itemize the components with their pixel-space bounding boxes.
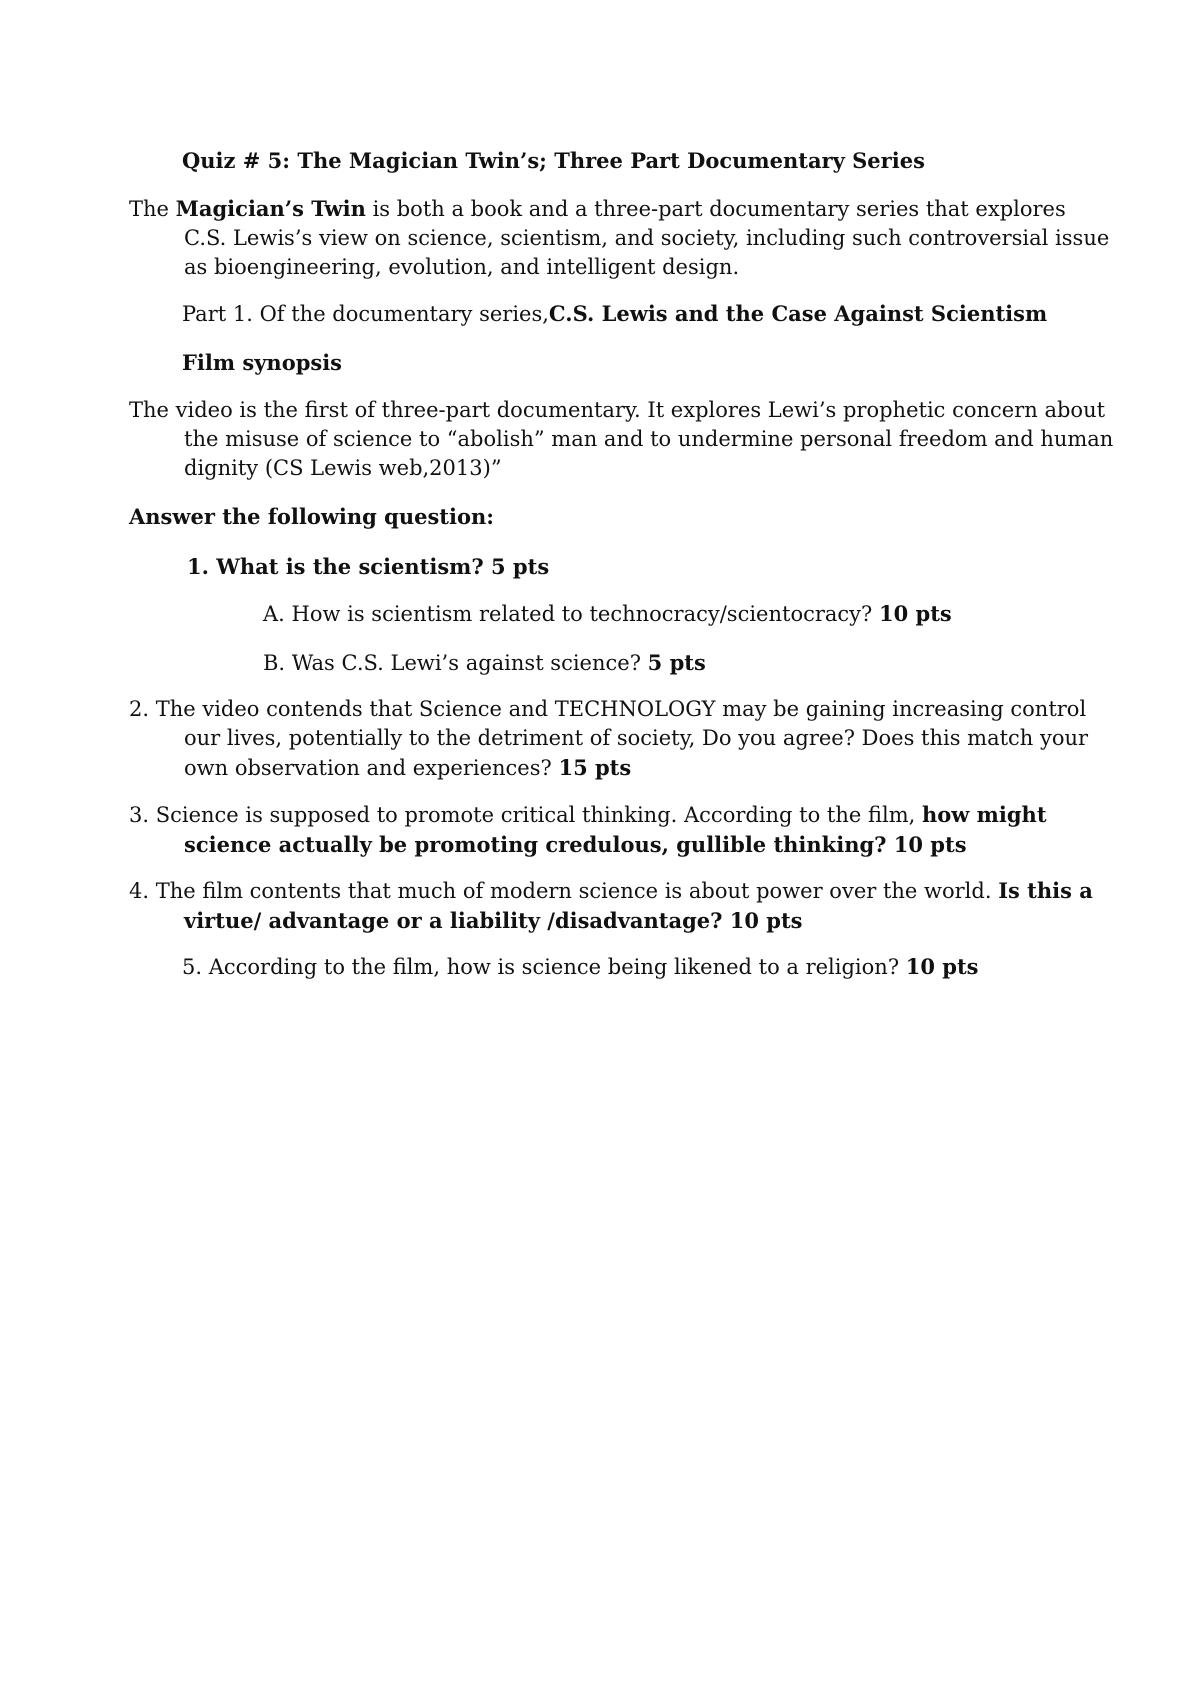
quiz-title: Quiz # 5: The Magician Twin’s; Three Part Documentary Series bbox=[182, 148, 925, 173]
intro-prefix: The bbox=[129, 197, 176, 221]
answer-heading: Answer the following question: bbox=[129, 504, 494, 529]
question-2 bbox=[129, 695, 1114, 783]
question-1b bbox=[263, 648, 1063, 678]
question-5-points: 10 pts bbox=[905, 954, 979, 979]
question-3-bold: how might science actually be promoting credulous, gullible thinking? 10 pts bbox=[184, 802, 1047, 857]
question-3 bbox=[129, 800, 1114, 860]
question-3-text: 3. Science is supposed to promote critical thinking. According to the film, bbox=[129, 803, 922, 827]
question-4-bold: Is this a virtue/ advantage or a liability /disadvantage? 10 pts bbox=[184, 878, 1093, 933]
question-1b-points: 5 pts bbox=[647, 650, 706, 675]
question-1b-text: B. Was C.S. Lewi’s against science? bbox=[263, 651, 648, 675]
part1-prefix: Part 1. Of the documentary series, bbox=[182, 302, 549, 326]
question-4 bbox=[129, 876, 1114, 936]
question-2-points: 15 pts bbox=[558, 755, 632, 780]
intro-paragraph bbox=[129, 194, 1114, 282]
question-1a-text: A. How is scientism related to technocracy/scientocracy? bbox=[263, 602, 879, 626]
question-5 bbox=[182, 952, 1082, 982]
question-4-text: 4. The film contents that much of modern science is about power over the world. bbox=[129, 879, 999, 903]
book-title: Magician’s Twin bbox=[175, 196, 366, 221]
question-1a bbox=[263, 599, 1063, 629]
question-5-text: 5. According to the film, how is science being likened to a religion? bbox=[182, 955, 906, 979]
film-synopsis-heading: Film synopsis bbox=[182, 350, 343, 375]
synopsis-paragraph: The video is the first of three-part documentary. It explores Lewi’s prophetic concern about the misuse of science to “abolish” man and to undermine personal freedom and human dignity (CS Lewis web,2013)” bbox=[129, 398, 1114, 480]
question-2-text: 2. The video contends that Science and TECHNOLOGY may be gaining increasing control our lives, potentially to the detriment of society, Do you agree? Does this match your own observation and experiences? bbox=[129, 697, 1089, 780]
question-1a-points: 10 pts bbox=[878, 601, 952, 626]
question-1: 1. What is the scientism? 5 pts bbox=[187, 554, 550, 579]
part1-film-title: C.S. Lewis and the Case Against Scientism bbox=[548, 301, 1048, 326]
intro-text: is both a book and a three-part documentary series that explores C.S. Lewis’s view on science, scientism, and society, including such controversial issue as bioengineering, evolution, and intelligent design. bbox=[184, 197, 1110, 279]
part1-line bbox=[182, 299, 1082, 329]
